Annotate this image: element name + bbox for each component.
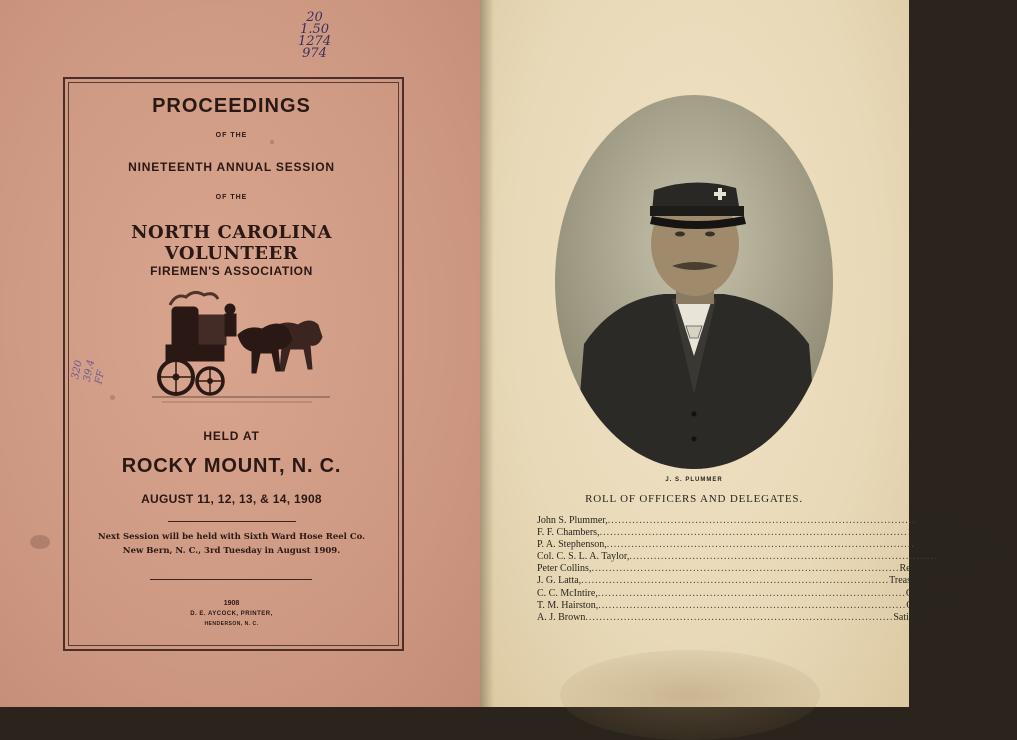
book-gutter-shadow [480, 0, 494, 707]
imprint-printer: D. E. AYCOCK, PRINTER, [190, 611, 273, 617]
list-item [537, 575, 930, 587]
divider-rule [168, 521, 296, 522]
fire-engine-illustration [152, 285, 330, 410]
officers-list [537, 515, 1017, 624]
list-item [537, 515, 956, 527]
leader-dots: ........................................................................................ [606, 539, 915, 551]
cover-session: NINETEENTH ANNUAL SESSION [128, 160, 335, 174]
leader-dots: ........................................................................................ [607, 515, 916, 526]
cover-held-at: HELD AT [203, 429, 260, 443]
list-item [537, 611, 938, 624]
officer-title: President. [915, 515, 956, 526]
leader-dots: ........................................................................................ [585, 611, 894, 623]
cover-location: ROCKY MOUNT, N. C. [121, 455, 342, 477]
portrait-photo [554, 94, 834, 470]
list-item [537, 527, 983, 539]
officer-title: Chief Marshal. [906, 599, 967, 611]
next-session-line2: New Bern, N. C., 3rd Tuesday in August 1909. [122, 546, 341, 556]
leader-dots: ........................................................................................ [591, 563, 900, 575]
officer-name: John S. Plummer, [537, 515, 608, 526]
handwritten-catalog-numbers: 20 1.50 1274 974 [298, 10, 332, 61]
portrait-caption: J. S. PLUMMER [665, 477, 723, 483]
cover-title: PROCEEDINGS [152, 95, 311, 117]
officer-name: Col. C. S. L. A. Taylor, [537, 551, 630, 563]
officer-name: F. F. Chambers, [537, 527, 600, 539]
officer-name: J. G. Latta, [537, 575, 582, 587]
officer-name: P. A. Stephenson, [537, 539, 607, 551]
officer-title: Satistician. [893, 611, 938, 623]
leader-dots: ........................................................................................ [629, 551, 938, 563]
officer-title: Recording Secretary. [899, 563, 984, 575]
list-item [537, 563, 984, 575]
list-item [537, 551, 1017, 563]
leader-dots: ........................................................................................ [598, 599, 907, 611]
cover-dates: AUGUST 11, 12, 13, & 14, 1908 [141, 492, 322, 506]
roll-heading: ROLL OF OFFICERS AND DELEGATES. [585, 493, 803, 505]
page-stain [560, 650, 820, 740]
leader-dots: ........................................................................................ [599, 527, 908, 539]
handwritten-side-notation: 320 39.4 FF [70, 358, 108, 386]
next-session-notice [63, 530, 400, 558]
divider-rule [150, 579, 312, 580]
officer-title: Treasurer. [889, 575, 930, 587]
leader-dots: ........................................................................................ [597, 587, 906, 599]
officer-name: C. C. McIntire, [537, 587, 598, 599]
officer-name: Peter Collins, [537, 563, 592, 575]
cover-of-the: OF THE [215, 132, 248, 139]
imprint-place: HENDERSON, N. C. [204, 621, 259, 627]
cover-organization-line2: FIREMEN'S ASSOCIATION [150, 264, 313, 278]
list-item [537, 587, 940, 600]
imprint-year: 1908 [223, 600, 240, 607]
list-item [537, 539, 993, 551]
leader-dots: ........................................................................................ [581, 575, 890, 587]
cover-organization-line1: NORTH CAROLINA VOLUNTEER [131, 222, 332, 264]
officer-name: A. J. Brown [537, 611, 586, 623]
officer-title: Financial Secretary. [937, 551, 1017, 563]
next-session-line1: Next Session will be held with Sixth Ward Hose Reel Co. [97, 532, 366, 542]
cover-stain [30, 535, 50, 549]
officer-title: Chaplin. [905, 587, 940, 599]
cover-of-the: OF THE [215, 194, 248, 201]
officer-title: 2nd Vice President. [914, 539, 993, 551]
officer-title: 1st Vice President. [907, 527, 983, 539]
officer-name: T. M. Hairston, [537, 599, 599, 611]
list-item [537, 599, 967, 612]
